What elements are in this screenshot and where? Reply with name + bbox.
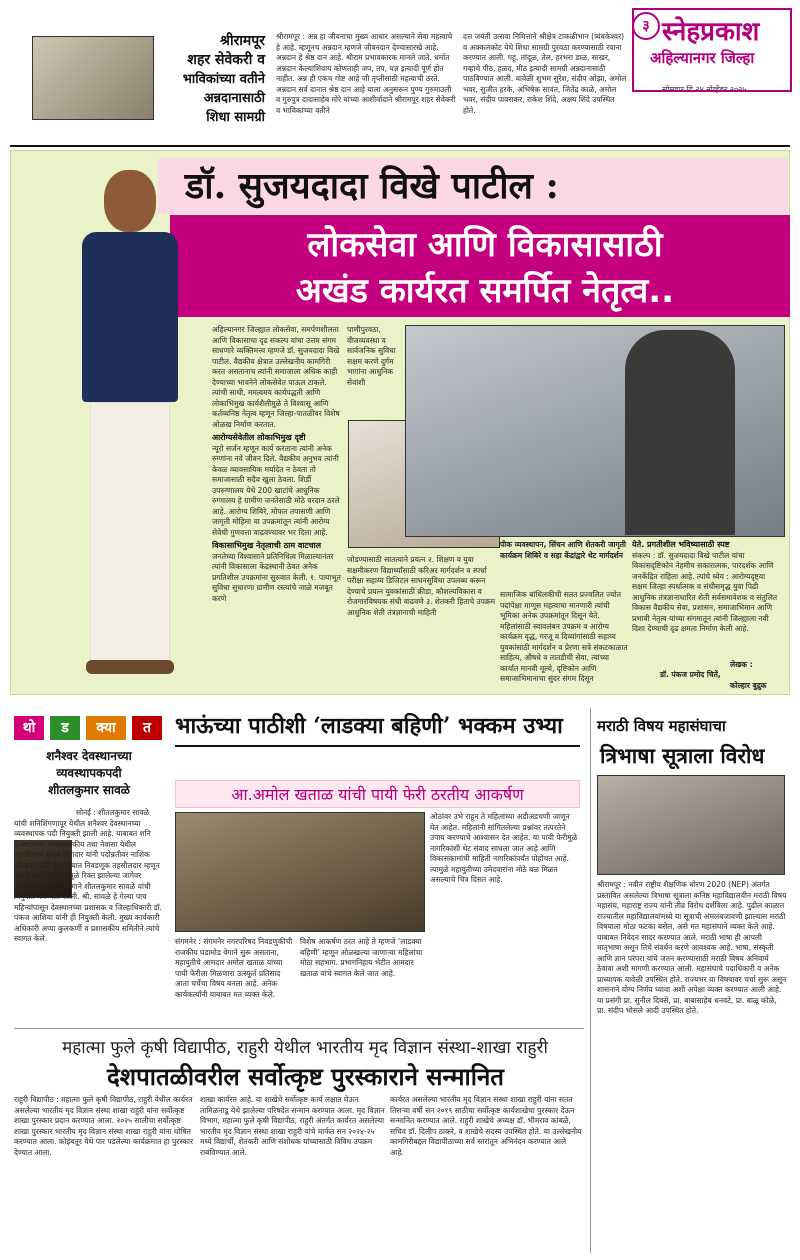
top-story-col1: श्रीरामपूर : अन्न हा जीवनाचा मुख्य आधार असल्याने सेवा महत्वाचे हे आहे. म्हणूनच अन्नदान म्हणजे जीवनदान देण्यासारखे आहे. अन्नदान हे श्रेष्ठ दान आहे. श्रीराम प्रभावकारक मानले जाते. धर्मात अन्नदान केल्याशिवाय कोणताही जप, तप, यज्ञ इत्यादी पूर्ण होत नाहीत. अन्न ही एकच गोष्ट आहे जी तृप्तीसाठी महत्वाची ठरते. अन्नदान सर्व दानात श्रेष्ठ दान आहे याला अनुसरून पुण्य गुरुमाउली व गुरुपुत्र दादासाहेब मोरे यांच्या आशीर्वादाने श्रीरामपूर शहर सेवेकरी व भाविकांच्या वतीने [276,32,456,115]
thodkyat-headline [14,748,164,799]
author-place: कोल्हार बुद्रुक [730,681,767,690]
ladki-headline: भाऊंच्या पाठीशी ‘लाडक्या बहिणी’ भक्कम उभ्या [175,713,563,739]
headline-line: शनैश्वर देवस्थानच्या [46,749,132,763]
issue-date: सोमवार दि.२४ नोव्हेंबर २०२५ [662,85,747,94]
memorandum-photo [597,775,785,875]
feature-heading-health: आरोग्यसेवेतील लोकाभिमुख दृष्टी [212,433,306,442]
feature-heading-future: येते. प्रगतीशील भविष्यासाठी स्पष्ट [632,540,730,549]
agri-headline-1: महात्मा फुले कृषी विद्यापीठ, राहुरी येथील भारतीय मृद विज्ञान संस्था-शाखा राहुरी [62,1038,548,1058]
ladki-body-col2: विशेष आकर्षण ठरत आहे ते म्हणजे ‘लाडक्या बहिणी’ म्हणून ओळखल्या जाणाऱ्या महिलांचा मोठा सहभाग. प्रभागनिहाय भेटीत आमदार खताळ यांचे स्वागत केले जात आहे. [300,937,423,978]
ladki-body-col1: संगमनेर : संगमनेर नगरपरिषद निवडणुकीची राजकीय घडामोड वेगाने सुरू असताना, महायुतीचे आमदार अमोल खताळ यांच्या पायी फेरीला मिळणारा उत्स्फूर्त प्रतिसाद आता चर्चेचा विषय बनला आहे. अनेक कार्यकर्त्यांनी याबाबत मत व्यक्त केले. [175,937,293,999]
feature-column-4: सामाजिक बांधिलकीची सतत प्रज्वलित ज्योत पदांपेक्षा माणूस महत्वाचा मानणारी त्यांची भूमिका अनेक उपक्रमांतून दिसून येते. महिलांसाठी स्वावलंबन उपक्रम व आरोग्य कार्यक्रम वृद्ध, गरजू व दिव्यांगांसाठी सहाय्य युवकांसाठी मार्गदर्शन व प्रेरणा सत्रे संकटकाळात साहित्य, औषधे व तातडीची सेवा, त्यांच्या कार्यात मानवी मूल्ये, दृष्टिकोन आणि समाजाभिमानाचा सुंदर संगम दिसून [500,590,628,683]
author-name: डॉ. पंकज प्रमोद चितें, [660,670,721,679]
author-label: लेखक : [730,660,753,669]
feature-subtitle-line1: लोकसेवा आणि विकासासाठी [307,225,663,265]
portrait-vest [82,232,178,402]
agri-col1: राहुरी विद्यापीठ : महात्मा फुले कृषी विद्यापीठ, राहुरी येथील कार्यरत असलेल्या भारतीय मृद विज्ञान संस्था शाखा राहुरी यांना सर्वोत्कृष्ट शाखा पुरस्कार प्रदान करण्यात आला. २०२५ सालीचा सर्वोत्कृष्ट शाखा पुरस्कार भारतीय मृद विज्ञान संस्था शाखा राहुरी यांना घोषित करण्यात आला. कोइंबतूर येथे पार पडलेल्या कार्यक्रमात हा पुरस्कार देण्यात आला. [14,1095,194,1157]
top-story-col2: दत्त जयंती उत्सवा निमित्ताने श्रीक्षेत्र टाकळीभान (त्र्यंबकेश्वर) व अक्कलकोट येथे शिधा सामग्री पुरवठा करण्यासाठी रवाना करण्यात आली. गहू, तांदूळ, तेल, हरभरा डाळ, साखर, गव्हाचे पीठ, हळद, मीठ इत्यादी सामग्री अन्नदानासाठी पाठविण्यात आली. यावेळी शुभम सुरेश, संदीप ओझा, अमोल भवर, सुजीत हरके, अभिषेक सावंत, जितेंद्र काळे, अमोल भवर, संदीप पावसकर, राकेश शिंदे, अक्षय शिंदे उपस्थित होते. [463,32,627,115]
feature-future-text: संकल्प : डॉ. सुजयदादा विखे पाटील यांचा विकासदृष्टिकोन नेहमीच सकारात्मक, पारदर्शक आणि जनकेंद्रित राहिला आहे. त्यांचे ध्येय : आरोग्यदृष्ट्या सक्षम जिल्हा स्पर्धात्मक व संधीसमृद्ध युवा पिढी आधुनिक तंत्रज्ञानाधारित शेती सर्वसमावेशक व संतुलित विकास वैद्यकीय सेवा, प्रशासन, समाजाभिमान आणि प्रभावी नेतृत्व यांच्या संगमातून त्यांनी जिल्ह्याला नवी दिशा देण्याची दृढ क्षमता निर्माण केली आहे. [632,550,778,633]
leader-portrait [60,150,200,695]
newspaper-name: स्नेहप्रकाश [662,17,760,47]
tribhasha-headline-2: त्रिभाषा सूत्राला विरोध [600,743,765,768]
edition-region: अहिल्यानगर जिल्हा [650,49,755,67]
feature-intro: अहिल्यानगर जिल्ह्यात लोकसेवा, समर्पणशीलता आणि विकासाचा दृढ संकल्प यांचा उत्तम संगम साधणारे व्यक्तिमत्त्व म्हणजे डॉ. सुजयदादा विखे पाटील. वैद्यकीय क्षेत्रात उल्लेखनीय कामगिरी करत असतानाच त्यांनी समाजाला अधिक काही देण्याच्या भावनेने लोकसेवेत पाऊल टाकले. त्यांची साधी, ममत्वमय कार्यपद्धती आणि लोकाभिमुख कार्यशैलीमुळे ते विश्वासू आणि कर्तव्यनिष्ठ नेतृत्व म्हणून जिल्हा-पातळीवर विशेष ओळख निर्माण करतात. [212,325,340,429]
portrait-shoes [86,660,174,674]
headline-line: शिधा सामग्री [206,110,265,125]
headline-line: व्यवस्थापकपदी [56,766,122,780]
ladki-headline-underline [175,745,580,747]
seva-vehicle-photo [32,36,154,120]
section-tag-thodkyat [14,716,162,742]
tag-segment: ड [50,716,80,740]
portrait-head [104,170,156,232]
feature-subtitle-line2: अखंड कार्यरत समर्पित नेतृत्व.. [295,271,675,311]
page-number: ३ [632,12,660,40]
ladki-body-col3: ओठांवर उभे राहून ते महिलांच्या अडीअडचणी जाणून घेत आहेत. महिलांनी सांगितलेल्या प्रश्नांवर तत्परतेने उपाय करण्याचे आश्वासन देत आहेत. या पायी फेरीमुळे नागरिकांशी थेट संवाद साधला जात आहे आणि विकासकामांची माहिती नागरिकांपर्यंत पोहोचत आहे. त्यामुळे महायुतीच्या उमेदवारांना मोठे बळ मिळत असल्याचे चित्र दिसत आहे. [430,812,578,884]
tribhasha-headline-1: मराठी विषय महासंघाचा [597,717,726,735]
feature-health-text: न्यूरो सर्जन म्हणून कार्य करताना त्यांनी अनेक रुग्णांना नवे जीवन दिले. वैद्यकीय अनुभव त्यांनी केवळ व्यावसायिक मर्यादेत न ठेवता तो समाजासाठी सदैव खुला ठेवला. शिर्डी उपरुग्णालय येथे 200 खाटांचे आधुनिक रुग्णालय हे ग्रामीण जनतेसाठी मोठे वरदान ठरले आहे. आरोग्य शिबिरे, मोफत तपासणी आणि जागृती मोहिमा या उपक्रमांतून त्यांनी आरोग्य सेवेची गुणवत्ता वाढवण्यावर भर दिला आहे. [212,443,340,537]
padyatra-photo [175,812,425,932]
photo-caption: पीक व्यवस्थापन, सिंचन आणि शेतकरी जागृती कार्यक्रम शिबिरे व सहा केंद्रांद्वारे थेट मार्गदर्शन [500,540,626,560]
feature-column-2: पाणीपुरवठा, वीजव्यवस्था व सार्वजनिक सुविधा सक्षम करणे दुर्गम भागांना आधुनिक सेवांशी [347,325,396,387]
top-story-headline [160,32,265,127]
portrait-trousers [90,402,170,662]
agri-headline-2: देशपातळीवरील सर्वोत्कृष्ट पुरस्काराने सन्मानित [107,1062,504,1091]
tag-segment: क्या [86,716,126,740]
feature-column-3: जोडण्यासाठी सातत्याने प्रयत्न २. शिक्षण व युवा सक्षमीकरण विद्यार्थ्यांसाठी करिअर मार्गदर्शन व स्पर्धा परीक्षा सहाय्य डिजिटल साधनसुविधा उपलब्ध करून देण्याचे प्रयत्न युवकांसाठी क्रीडा, कौशल्यविकास व रोजगारविषयक संधी वाढवणे ३. शेतकरी हिताचे उपक्रम आधुनिक शेती तंत्रज्ञानाची माहिती [347,555,496,617]
top-divider [10,145,790,147]
feature-column-5 [632,540,782,690]
agri-divider [14,1028,584,1029]
headline-line: शीतलकुमार सावळे [48,783,130,797]
feature-development-text: जनतेच्या विश्वासाने प्रतिनिधित्व मिळाल्यानंतर त्यांनी विकासाला केंद्रस्थानी ठेवत अनेक प्रगतिशील उपक्रमांना सुरुवात केली. १. पायाभूत सुविधा सुधारणा ग्रामीण रस्त्यांचे जाळे मजबूत करणे [212,551,341,603]
speaker-figure [625,330,735,535]
masthead-border [632,8,792,92]
headline-line: श्रीरामपूर [220,33,265,49]
tribhasha-body: श्रीरामपूर : नवीन राष्ट्रीय शैक्षणिक धोरण 2020 (NEP) अंतर्गत प्रस्तावित असलेल्या त्रिभाषा सूत्राला कनिष्ठ महाविद्यालयीन मराठी विषय महासंघ, महाराष्ट्र राज्य यांनी तीव्र विरोध दर्शविला आहे. पुढील काळात राज्यातील महाविद्यालयांमध्ये या सूत्राची अंमलबजावणी झाल्यास मराठी विषयाला मोठा फटका बसेल, असे मत महासंघाने व्यक्त केले आहे. याबाबत निवेदन सादर करण्यात आले. मराठी भाषा ही आपली मातृभाषा असून तिचे संवर्धन करणे आवश्यक आहे. भाषा, संस्कृती आणि ज्ञान परंपरा यांचे जतन करण्यासाठी मराठी विषय अनिवार्य ठेवावा अशी मागणी करण्यात आली. महासंघाचे पदाधिकारी व अनेक प्राध्यापक यावेळी उपस्थित होते. राज्यभर या विषयावर चर्चा सुरू असून शासनाने योग्य निर्णय घ्यावा अशी अपेक्षा व्यक्त करण्यात आली आहे. या प्रसंगी प्रा. सुनील दिवसे, प्रा. बाबासाहेब धनवटे, प्रा. बाळू कोळे, प्रा. संदीप भोसले आदी उपस्थित होते. [597,880,787,1015]
feature-title: डॉ. सुजयदादा विखे पाटील : [185,165,559,207]
agri-col3: कार्यरत असलेल्या भारतीय मृद विज्ञान संस्था शाखा राहुरी यांना सतत तिसऱ्या वर्षी सन २०१९ साठीचा सर्वोत्कृष्ट कार्यशाखेचा पुरस्कार देऊन सन्मानित करण्यात आले. राहुरी शाखेचे अध्यक्ष डॉ. भीमराव कांबळे, सचिव डॉ. दिलीप ठाकरे, व शाखेचे सदस्य उपस्थित होते. या उल्लेखनीय कामगिरीबद्दल विद्यापीठाच्या सर्व स्तरांतून अभिनंदन करण्यात आले आहे. [390,1095,582,1157]
headline-line: शहर सेवेकरी व [187,52,265,68]
agri-col2: शाखा कार्यरत आहे. या शाखेचे सर्वोत्कृष्ट कार्य लक्षात घेऊन तामिळनाडू येथे झालेल्या परिषदेत सन्मान करण्यात आला. मृद विज्ञान विभाग, महात्मा फुले कृषी विद्यापीठ, राहुरी अंतर्गत कार्यरत असलेल्या भारतीय मृद विज्ञान संस्था शाखा राहुरी यांचे मार्फत सन २०२४-२५ मध्ये विद्यार्थी, शेतकरी आणि संशोधक यांच्यासाठी विविध उपक्रम राबविण्यात आले. [200,1095,385,1157]
feature-column-1 [212,325,342,693]
headline-line: अन्नदानासाठी [203,91,265,106]
ladki-subhead: आ.अमोल खताळ यांची पायी फेरी ठरतीय आकर्षण [231,785,524,804]
thodkyat-body: सोनई : शीतलकुमार सावळे यांची शनिशिंगणापूर येथील शनैश्वर देवस्थानच्या व्यवस्थापक पदी नियुक्ती झाली आहे. याबाबत शनि देवस्थानच्या व्यवस्थापकीय तथा नेवासा येथील तहसीलदार संजय बिरादार यांनी पदोन्नतीवर नाशिक जिल्हाधिकारी कार्यालयात निवडणूक तहसीलदार म्हणून बदली झाली असल्यामुळे रिक्त झालेल्या जागेवर तहसीलदार संघ आयोगाने शीतलकुमार सावळे यांची नियुक्ती करण्यात आली. श्री. सावळे हे गेल्या पाच महिन्यांपासून देवस्थानच्या प्रशासक व जिल्हाधिकारी डॉ. पंकज आशिया यांनी ही नियुक्ती केली. मुख्य कार्यकारी अधिकारी अप्पा कुलकर्णी व प्रशासकीय समितीने त्यांचे स्वागत केले. [14,808,162,943]
headline-line: भाविकांच्या वतीने [182,72,265,87]
tag-segment: त [132,716,162,740]
tag-segment: थो [14,716,44,740]
feature-heading-development: विकासाभिमुख नेतृत्वाची ठाम वाटचाल [212,541,322,550]
